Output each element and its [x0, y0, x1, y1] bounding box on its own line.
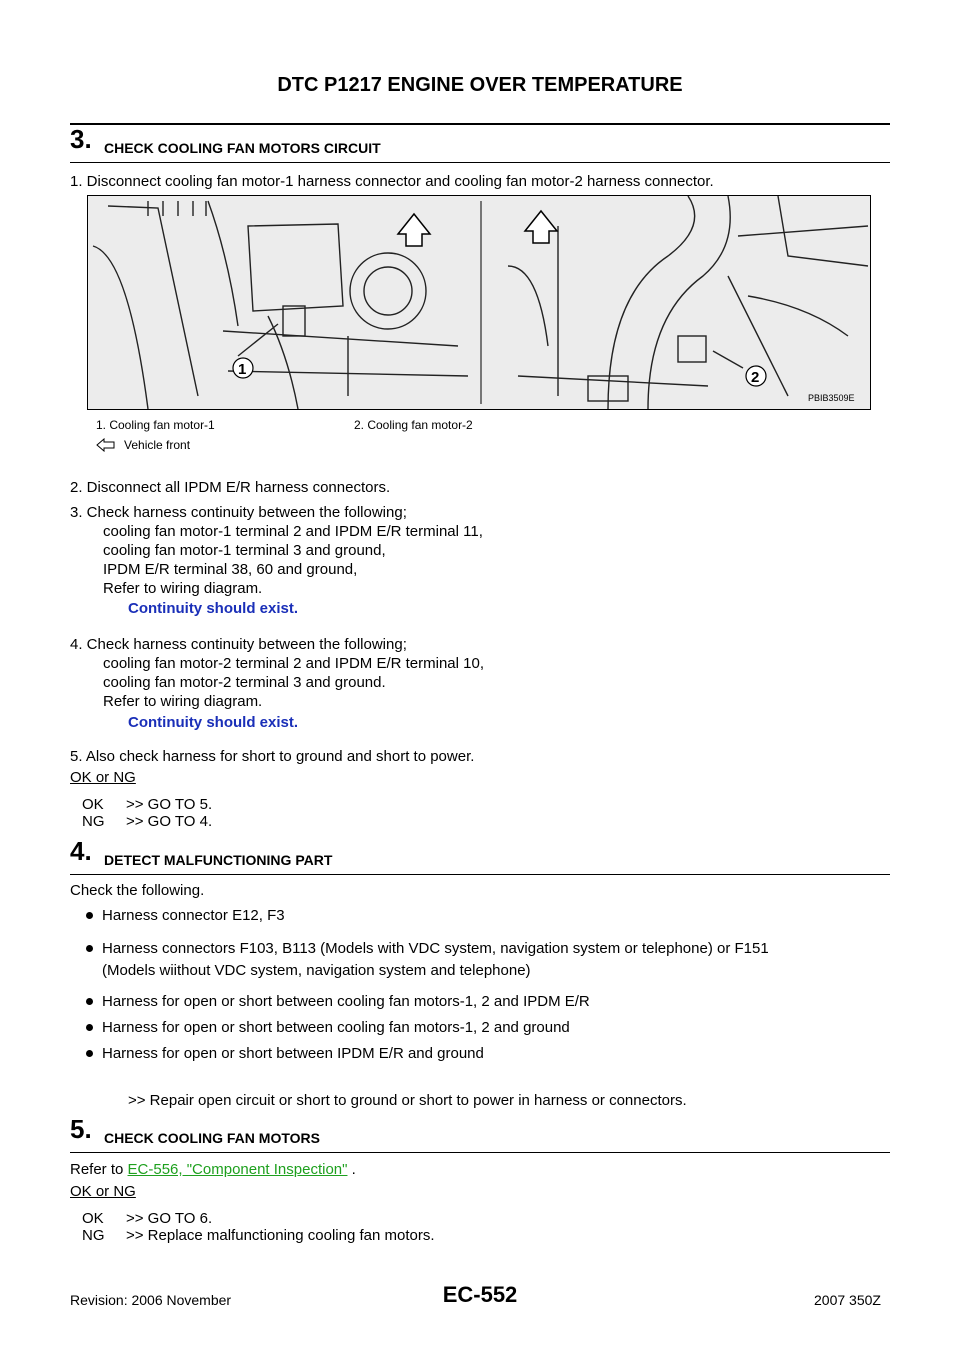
list-item-continuation: (Models wiithout VDC system, navigation system and telephone) [102, 962, 531, 979]
step-number: 4. [70, 836, 92, 866]
figure-id: PBIB3509E [808, 393, 855, 403]
page-number: EC-552 [442, 1282, 518, 1307]
ok-or-ng-label: OK or NG [70, 769, 136, 786]
step4-action: >> Repair open circuit or short to ground or short to power in harness or connectors. [128, 1092, 687, 1109]
ok-label: OK [82, 796, 104, 813]
figure-legend-2: 2. Cooling fan motor-2 [354, 418, 473, 432]
figure-legend-1: 1. Cooling fan motor-1 [96, 418, 215, 432]
component-inspection-link[interactable]: EC-556, "Component Inspection" [127, 1161, 348, 1178]
step3-line4c: Refer to wiring diagram. [103, 693, 263, 710]
spec-continuity-2: Continuity should exist. [128, 714, 299, 731]
ok-label: OK [82, 1210, 104, 1227]
bullet-icon [86, 998, 93, 1005]
step3-line3c: IPDM E/R terminal 38, 60 and ground, [103, 561, 358, 578]
step3-line1: 1. Disconnect cooling fan motor-1 harness connector and cooling fan motor-2 harness connector. [70, 173, 714, 190]
ok-action: >> GO TO 5. [126, 796, 213, 813]
engine-bay-figure [87, 195, 871, 410]
spec-continuity-1: Continuity should exist. [128, 600, 299, 617]
step3-line3d: Refer to wiring diagram. [103, 580, 263, 597]
ok-action: >> GO TO 6. [126, 1210, 213, 1227]
step3-line5: 5. Also check harness for short to ground and short to power. [70, 748, 475, 765]
bullet-icon [86, 945, 93, 952]
revision-text: Revision: 2006 November [70, 1292, 232, 1308]
model-text: 2007 350Z [814, 1292, 881, 1308]
step3-line3a: cooling fan motor-1 terminal 2 and IPDM E/R terminal 11, [103, 523, 483, 540]
step3-line4: 4. Check harness continuity between the following; [70, 636, 407, 653]
ng-label: NG [82, 813, 105, 830]
vehicle-front-arrow-icon [96, 438, 118, 452]
step-label: DETECT MALFUNCTIONING PART [104, 852, 333, 868]
step-3-header [70, 124, 890, 163]
bullet-icon [86, 1024, 93, 1031]
step-number: 5. [70, 1114, 92, 1144]
bullet-icon [86, 912, 93, 919]
step5-refer: Refer to EC-556, "Component Inspection" . [70, 1161, 356, 1178]
callout-1: 1 [238, 361, 247, 378]
step3-line3: 3. Check harness continuity between the following; [70, 504, 407, 521]
step-label: CHECK COOLING FAN MOTORS [104, 1130, 320, 1146]
step-number: 3. [70, 124, 92, 154]
ng-label: NG [82, 1227, 105, 1244]
step-4-header [70, 836, 890, 875]
step3-line4b: cooling fan motor-2 terminal 3 and ground. [103, 674, 386, 691]
step4-intro: Check the following. [70, 882, 205, 899]
figure-legend-3: Vehicle front [124, 438, 191, 452]
step-label: CHECK COOLING FAN MOTORS CIRCUIT [104, 140, 381, 156]
callout-2: 2 [751, 369, 760, 386]
fan-motor-photo [88, 196, 870, 409]
ng-action: >> Replace malfunctioning cooling fan motors. [126, 1227, 435, 1244]
page-title: DTC P1217 ENGINE OVER TEMPERATURE [277, 74, 683, 96]
bullet-icon [86, 1050, 93, 1057]
step3-line4a: cooling fan motor-2 terminal 2 and IPDM E/R terminal 10, [103, 655, 484, 672]
ok-or-ng-label: OK or NG [70, 1183, 136, 1200]
step3-line3b: cooling fan motor-1 terminal 3 and ground, [103, 542, 386, 559]
ng-action: >> GO TO 4. [126, 813, 213, 830]
step3-line2: 2. Disconnect all IPDM E/R harness connectors. [70, 479, 391, 496]
step-5-header [70, 1114, 890, 1153]
